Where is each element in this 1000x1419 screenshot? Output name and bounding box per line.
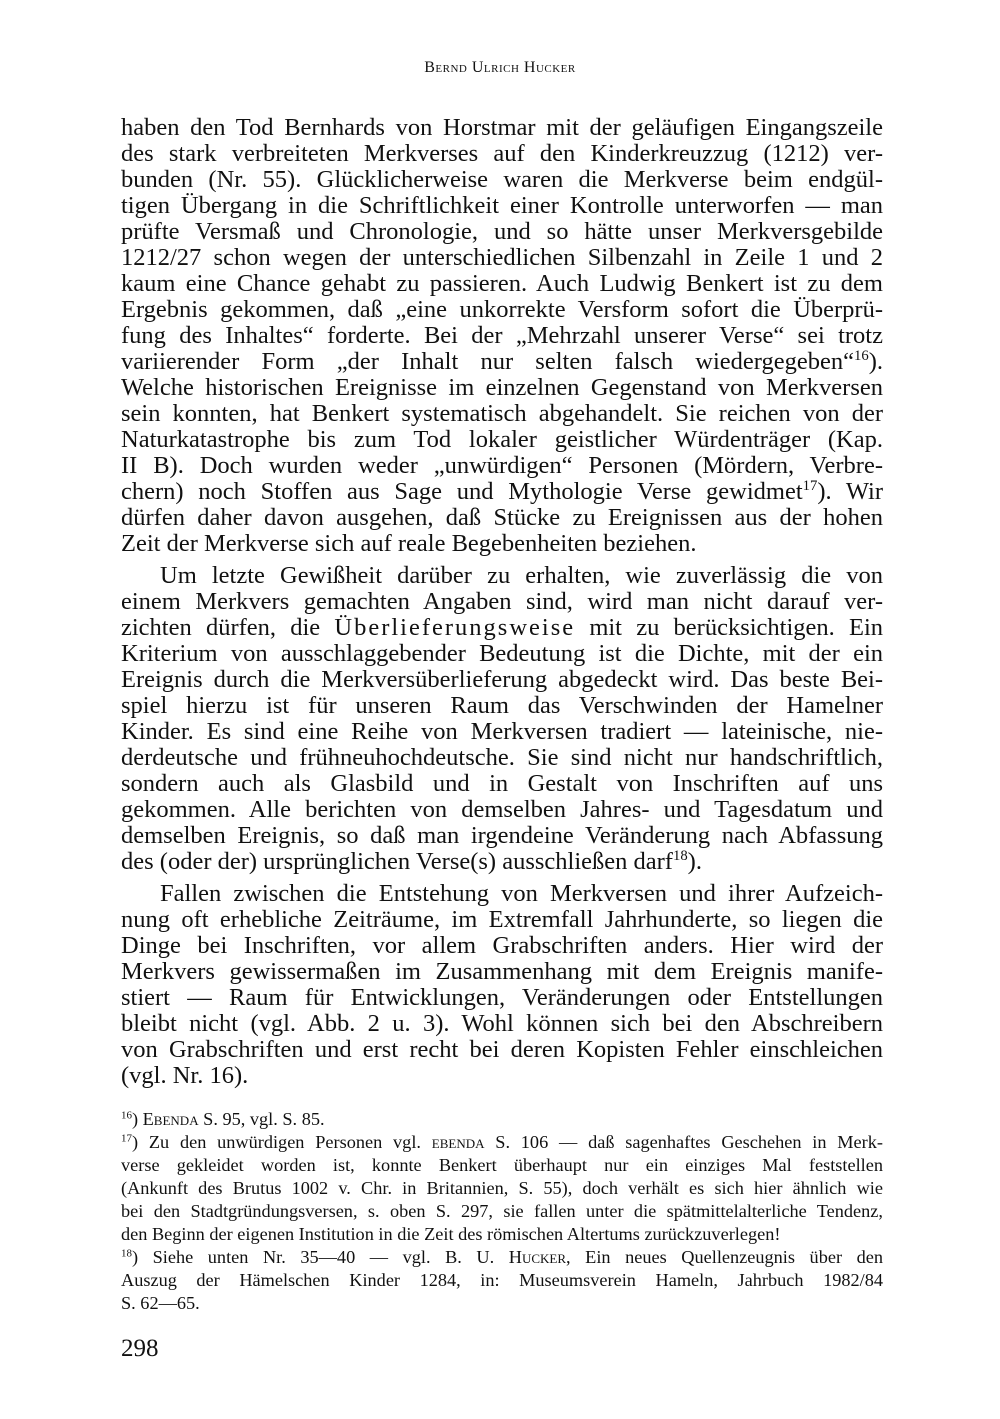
footnote-16: $^{16}$) Ebenda S. 95, vgl. S. 85. <box>121 1109 325 1129</box>
text-line: Kinder. Es sind eine Reihe von Merkversen tradiert — lateinische, nie- <box>121 718 883 745</box>
text-line: einem Merkvers gemachten Angaben sind, wird man nicht darauf ver- <box>121 588 883 615</box>
text-line: Zeit der Merkverse sich auf reale Begebenheiten beziehen. <box>121 530 697 557</box>
footnote-line: (Ankunft des Brutus 1002 v. Chr. in Britannien, S. 55), doch verhält es sich hier ähnlich wie <box>121 1178 883 1198</box>
text-line: kaum eine Chance gehabt zu passieren. Auch Ludwig Benkert ist zu dem <box>121 270 883 297</box>
text-line: Welche historischen Ereignisse im einzelnen Gegenstand von Merkversen <box>121 374 883 401</box>
text-line: des stark verbreiteten Merkverses auf den Kinderkreuzzug (1212) ver- <box>121 140 883 167</box>
text-line: bleibt nicht (vgl. Abb. 2 u. 3). Wohl können sich bei den Abschreibern <box>121 1010 883 1037</box>
text-line: (vgl. Nr. 16). <box>121 1062 249 1089</box>
text-line: haben den Tod Bernhards von Horstmar mit der geläufigen Eingangszeile <box>121 114 883 141</box>
text-line: nung oft erhebliche Zeiträume, im Extremfall Jahrhunderte, so liegen die <box>121 906 883 933</box>
page-number: 298 <box>121 1335 159 1362</box>
text-line: des (oder der) ursprünglichen Verse(s) ausschließen darf$^{18}$). <box>121 848 702 875</box>
text-line: zichten dürfen, die Überlieferungsweise mit zu berücksichtigen. Ein <box>121 614 884 641</box>
text-line: II B). Doch wurden weder „unwürdigen“ Personen (Mördern, Verbre- <box>121 452 883 479</box>
text-line: spiel hierzu ist für unseren Raum das Verschwinden der Hamelner <box>121 692 883 719</box>
text-line: Merkvers gewissermaßen im Zusammenhang mit dem Ereignis manife- <box>121 958 883 985</box>
text-line: stiert — Raum für Entwicklungen, Veränderungen oder Entstellungen <box>121 984 883 1011</box>
text-line: Fallen zwischen die Entstehung von Merkversen und ihrer Aufzeich- <box>160 880 883 907</box>
text-line: Kriterium von ausschlaggebender Bedeutung ist die Dichte, mit der ein <box>121 640 883 667</box>
footnote-ref: 18 <box>672 848 688 865</box>
text-line: gekommen. Alle berichten von demselben Jahres- und Tagesdatum und <box>121 796 883 823</box>
text-line: sein konnten, hat Benkert systematisch abgehandelt. Sie reichen von der <box>121 400 883 427</box>
spaced-emphasis: Überlieferungsweise <box>334 614 576 641</box>
text-line: Ereignis durch die Merkversüberlieferung abgedeckt wird. Das beste Bei- <box>121 666 883 693</box>
footnote-line: S. 62—65. <box>121 1293 200 1313</box>
footnote-17: $^{17}$) Zu den unwürdigen Personen vgl. ebenda S. 106 — daß sagenhaftes Geschehen in Merk- <box>121 1132 883 1152</box>
text-line: derdeutsche und frühneuhochdeutsche. Sie sind nicht nur handschriftlich, <box>121 744 883 771</box>
text-line: Dinge bei Inschriften, vor allem Grabschriften anders. Hier wird der <box>121 932 883 959</box>
text-line: demselben Ereignis, so daß man irgendeine Veränderung nach Abfassung <box>121 822 883 849</box>
footnote-line: den Beginn der eigenen Institution in die Zeit des römischen Altertums zurückzuverlegen! <box>121 1224 781 1244</box>
text-line: fung des Inhaltes“ forderte. Bei der „Mehrzahl unserer Verse“ sei trotz <box>121 322 883 349</box>
text-line: Um letzte Gewißheit darüber zu erhalten, wie zuverlässig die von <box>160 562 883 589</box>
text-line: Naturkatastrophe bis zum Tod lokaler geistlicher Würdenträger (Kap. <box>121 426 883 453</box>
footnote-ref: 16 <box>854 348 869 365</box>
text-line: chern) noch Stoffen aus Sage und Mythologie Verse gewidmet$^{17}$). Wir <box>121 478 884 505</box>
running-head: Bernd Ulrich Hucker <box>424 59 576 76</box>
text-line: bunden (Nr. 55). Glücklicherweise waren die Merkverse beim endgül- <box>121 166 883 193</box>
text-line: 1212/27 schon wegen der unterschiedlichen Silbenzahl in Zeile 1 und 2 <box>121 244 883 271</box>
footnote-line: verse gekleidet worden ist, konnte Benkert überhaupt nur ein einziges Mal feststellen <box>121 1155 883 1175</box>
text-line: sondern auch als Glasbild und in Gestalt von Inschriften auf uns <box>121 770 883 797</box>
text-line: variierender Form „der Inhalt nur selten falsch wiedergegeben“$^{16}$). <box>121 348 883 375</box>
footnote-line: bei den Stadtgründungsversen, s. oben S. 297, sie fallen unter die spätmittelalterliche Tendenz, <box>121 1201 883 1221</box>
text-line: prüfte Versmaß und Chronologie, und so hätte unser Merkversgebilde <box>121 218 883 245</box>
footnote-line: Auszug der Hämelschen Kinder 1284, in: Museumsverein Hameln, Jahrbuch 1982/84 <box>121 1270 883 1290</box>
text-line: Ergebnis gekommen, daß „eine unkorrekte Versform sofort die Überprü- <box>121 296 883 323</box>
footnote-18: $^{18}$) Siehe unten Nr. 35—40 — vgl. B. U. Hucker, Ein neues Quellenzeugnis über den <box>121 1247 883 1267</box>
footnote-ref: 17 <box>802 478 818 495</box>
text-line: dürfen daher davon ausgehen, daß Stücke zu Ereignissen aus der hohen <box>121 504 883 531</box>
text-line: von Grabschriften und erst recht bei deren Kopisten Fehler einschleichen <box>121 1036 883 1063</box>
text-line: tigen Übergang in die Schriftlichkeit einer Kontrolle unterworfen — man <box>121 192 883 219</box>
